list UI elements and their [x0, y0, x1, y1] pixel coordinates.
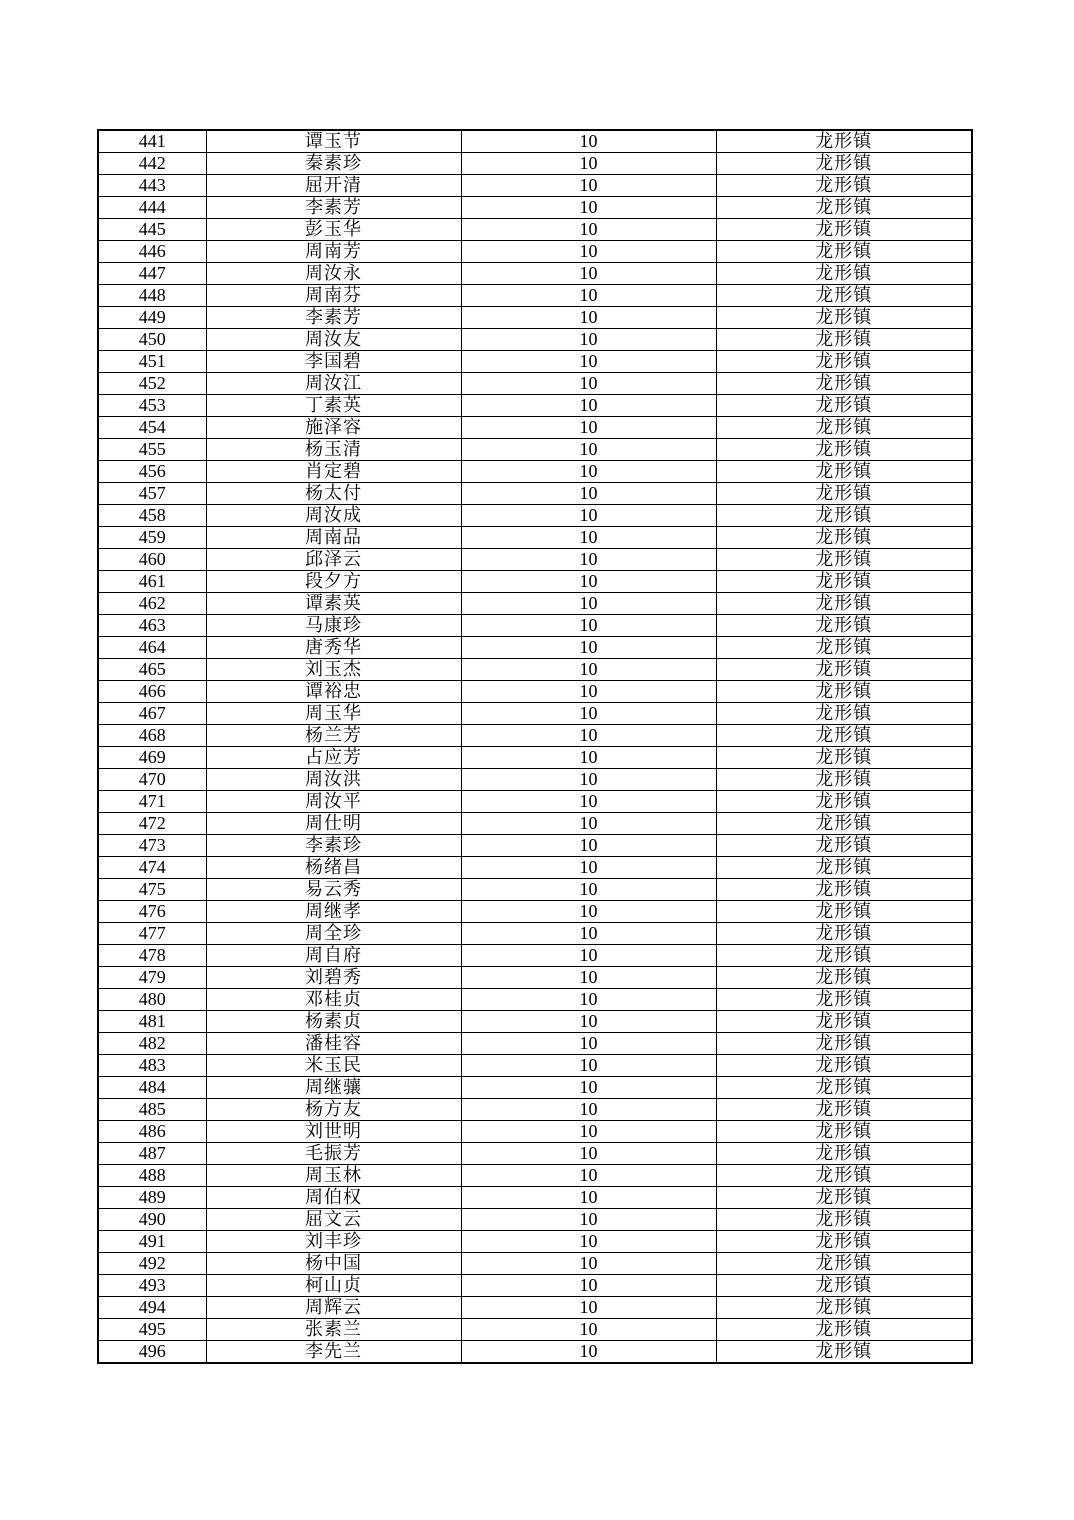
- town-cell: 龙形镇: [716, 1341, 972, 1364]
- name-cell: 杨素贞: [206, 1011, 461, 1033]
- amount-cell: 10: [461, 351, 716, 373]
- name-cell: 彭玉华: [206, 219, 461, 241]
- row-number-cell: 488: [98, 1165, 206, 1187]
- name-cell: 杨兰芳: [206, 725, 461, 747]
- amount-cell: 10: [461, 439, 716, 461]
- table-row: [98, 1209, 972, 1231]
- name-cell: 米玉民: [206, 1055, 461, 1077]
- town-cell: 龙形镇: [716, 549, 972, 571]
- name-cell: 毛振芳: [206, 1143, 461, 1165]
- town-cell: 龙形镇: [716, 527, 972, 549]
- table-row: [98, 725, 972, 747]
- table-row: [98, 813, 972, 835]
- table-row: [98, 439, 972, 461]
- row-number-cell: 490: [98, 1209, 206, 1231]
- table-row: [98, 219, 972, 241]
- amount-cell: 10: [461, 901, 716, 923]
- town-cell: 龙形镇: [716, 285, 972, 307]
- table-row: [98, 1077, 972, 1099]
- amount-cell: 10: [461, 549, 716, 571]
- amount-cell: 10: [461, 197, 716, 219]
- table-row: [98, 967, 972, 989]
- row-number-cell: 477: [98, 923, 206, 945]
- row-number-cell: 444: [98, 197, 206, 219]
- row-number-cell: 483: [98, 1055, 206, 1077]
- name-cell: 谭素英: [206, 593, 461, 615]
- row-number-cell: 450: [98, 329, 206, 351]
- amount-cell: 10: [461, 813, 716, 835]
- amount-cell: 10: [461, 285, 716, 307]
- row-number-cell: 459: [98, 527, 206, 549]
- table-row: [98, 285, 972, 307]
- table-row: [98, 263, 972, 285]
- amount-cell: 10: [461, 241, 716, 263]
- table-row: [98, 901, 972, 923]
- name-cell: 周辉云: [206, 1297, 461, 1319]
- row-number-cell: 466: [98, 681, 206, 703]
- town-cell: 龙形镇: [716, 659, 972, 681]
- town-cell: 龙形镇: [716, 945, 972, 967]
- table-row: [98, 747, 972, 769]
- table-row: [98, 1165, 972, 1187]
- town-cell: 龙形镇: [716, 373, 972, 395]
- amount-cell: 10: [461, 175, 716, 197]
- row-number-cell: 479: [98, 967, 206, 989]
- amount-cell: 10: [461, 1165, 716, 1187]
- amount-cell: 10: [461, 1297, 716, 1319]
- amount-cell: 10: [461, 725, 716, 747]
- table-row: [98, 1121, 972, 1143]
- row-number-cell: 471: [98, 791, 206, 813]
- amount-cell: 10: [461, 791, 716, 813]
- name-cell: 周南芳: [206, 241, 461, 263]
- town-cell: 龙形镇: [716, 901, 972, 923]
- town-cell: 龙形镇: [716, 1033, 972, 1055]
- row-number-cell: 457: [98, 483, 206, 505]
- town-cell: 龙形镇: [716, 1253, 972, 1275]
- row-number-cell: 489: [98, 1187, 206, 1209]
- amount-cell: 10: [461, 615, 716, 637]
- row-number-cell: 461: [98, 571, 206, 593]
- name-cell: 周汝友: [206, 329, 461, 351]
- town-cell: 龙形镇: [716, 1077, 972, 1099]
- amount-cell: 10: [461, 637, 716, 659]
- name-cell: 周汝洪: [206, 769, 461, 791]
- row-number-cell: 481: [98, 1011, 206, 1033]
- row-number-cell: 473: [98, 835, 206, 857]
- name-cell: 邱泽云: [206, 549, 461, 571]
- row-number-cell: 448: [98, 285, 206, 307]
- name-cell: 柯山贞: [206, 1275, 461, 1297]
- amount-cell: 10: [461, 879, 716, 901]
- name-cell: 周玉林: [206, 1165, 461, 1187]
- town-cell: 龙形镇: [716, 923, 972, 945]
- name-cell: 周汝平: [206, 791, 461, 813]
- town-cell: 龙形镇: [716, 879, 972, 901]
- amount-cell: 10: [461, 1275, 716, 1297]
- amount-cell: 10: [461, 747, 716, 769]
- amount-cell: 10: [461, 1143, 716, 1165]
- town-cell: 龙形镇: [716, 351, 972, 373]
- town-cell: 龙形镇: [716, 461, 972, 483]
- table-row: [98, 175, 972, 197]
- row-number-cell: 465: [98, 659, 206, 681]
- amount-cell: 10: [461, 835, 716, 857]
- town-cell: 龙形镇: [716, 153, 972, 175]
- row-number-cell: 468: [98, 725, 206, 747]
- town-cell: 龙形镇: [716, 813, 972, 835]
- row-number-cell: 486: [98, 1121, 206, 1143]
- table-row: [98, 659, 972, 681]
- name-cell: 占应芳: [206, 747, 461, 769]
- town-cell: 龙形镇: [716, 1297, 972, 1319]
- row-number-cell: 458: [98, 505, 206, 527]
- name-cell: 杨中国: [206, 1253, 461, 1275]
- amount-cell: 10: [461, 1187, 716, 1209]
- amount-cell: 10: [461, 483, 716, 505]
- town-cell: 龙形镇: [716, 593, 972, 615]
- town-cell: 龙形镇: [716, 1231, 972, 1253]
- name-cell: 周南品: [206, 527, 461, 549]
- amount-cell: 10: [461, 681, 716, 703]
- table-row: [98, 923, 972, 945]
- amount-cell: 10: [461, 395, 716, 417]
- name-cell: 谭玉节: [206, 130, 461, 153]
- name-cell: 李先兰: [206, 1341, 461, 1364]
- amount-cell: 10: [461, 373, 716, 395]
- amount-cell: 10: [461, 263, 716, 285]
- table-row: [98, 1319, 972, 1341]
- name-cell: 李素珍: [206, 835, 461, 857]
- amount-cell: 10: [461, 923, 716, 945]
- table-row: [98, 593, 972, 615]
- row-number-cell: 475: [98, 879, 206, 901]
- town-cell: 龙形镇: [716, 791, 972, 813]
- table-row: [98, 153, 972, 175]
- name-cell: 丁素英: [206, 395, 461, 417]
- amount-cell: 10: [461, 307, 716, 329]
- table-row: [98, 241, 972, 263]
- name-cell: 杨方友: [206, 1099, 461, 1121]
- table-row: [98, 549, 972, 571]
- name-cell: 周仕明: [206, 813, 461, 835]
- table-row: [98, 1231, 972, 1253]
- amount-cell: 10: [461, 1253, 716, 1275]
- table-row: [98, 571, 972, 593]
- row-number-cell: 496: [98, 1341, 206, 1364]
- town-cell: 龙形镇: [716, 439, 972, 461]
- row-number-cell: 487: [98, 1143, 206, 1165]
- name-cell: 周玉华: [206, 703, 461, 725]
- town-cell: 龙形镇: [716, 1143, 972, 1165]
- town-cell: 龙形镇: [716, 197, 972, 219]
- name-cell: 周汝成: [206, 505, 461, 527]
- row-number-cell: 476: [98, 901, 206, 923]
- roster-table-body: [98, 130, 972, 1363]
- row-number-cell: 478: [98, 945, 206, 967]
- amount-cell: 10: [461, 1011, 716, 1033]
- town-cell: 龙形镇: [716, 725, 972, 747]
- row-number-cell: 492: [98, 1253, 206, 1275]
- amount-cell: 10: [461, 153, 716, 175]
- name-cell: 易云秀: [206, 879, 461, 901]
- amount-cell: 10: [461, 967, 716, 989]
- town-cell: 龙形镇: [716, 835, 972, 857]
- amount-cell: 10: [461, 461, 716, 483]
- town-cell: 龙形镇: [716, 329, 972, 351]
- town-cell: 龙形镇: [716, 1121, 972, 1143]
- amount-cell: 10: [461, 769, 716, 791]
- amount-cell: 10: [461, 1077, 716, 1099]
- amount-cell: 10: [461, 703, 716, 725]
- table-row: [98, 637, 972, 659]
- town-cell: 龙形镇: [716, 1165, 972, 1187]
- table-row: [98, 505, 972, 527]
- name-cell: 李素芳: [206, 307, 461, 329]
- town-cell: 龙形镇: [716, 989, 972, 1011]
- amount-cell: 10: [461, 329, 716, 351]
- name-cell: 刘碧秀: [206, 967, 461, 989]
- row-number-cell: 447: [98, 263, 206, 285]
- table-row: [98, 1033, 972, 1055]
- row-number-cell: 451: [98, 351, 206, 373]
- row-number-cell: 467: [98, 703, 206, 725]
- amount-cell: 10: [461, 1341, 716, 1364]
- row-number-cell: 454: [98, 417, 206, 439]
- amount-cell: 10: [461, 527, 716, 549]
- row-number-cell: 484: [98, 1077, 206, 1099]
- table-row: [98, 989, 972, 1011]
- name-cell: 谭裕忠: [206, 681, 461, 703]
- row-number-cell: 472: [98, 813, 206, 835]
- town-cell: 龙形镇: [716, 1055, 972, 1077]
- table-row: [98, 373, 972, 395]
- town-cell: 龙形镇: [716, 307, 972, 329]
- town-cell: 龙形镇: [716, 417, 972, 439]
- town-cell: 龙形镇: [716, 1099, 972, 1121]
- table-row: [98, 417, 972, 439]
- amount-cell: 10: [461, 1209, 716, 1231]
- row-number-cell: 491: [98, 1231, 206, 1253]
- amount-cell: 10: [461, 945, 716, 967]
- table-row: [98, 1341, 972, 1364]
- town-cell: 龙形镇: [716, 637, 972, 659]
- row-number-cell: 493: [98, 1275, 206, 1297]
- name-cell: 秦素珍: [206, 153, 461, 175]
- name-cell: 施泽容: [206, 417, 461, 439]
- name-cell: 周全珍: [206, 923, 461, 945]
- name-cell: 马康珍: [206, 615, 461, 637]
- town-cell: 龙形镇: [716, 395, 972, 417]
- town-cell: 龙形镇: [716, 857, 972, 879]
- row-number-cell: 460: [98, 549, 206, 571]
- name-cell: 张素兰: [206, 1319, 461, 1341]
- name-cell: 周继骧: [206, 1077, 461, 1099]
- row-number-cell: 474: [98, 857, 206, 879]
- table-row: [98, 307, 972, 329]
- name-cell: 段夕方: [206, 571, 461, 593]
- table-row: [98, 1099, 972, 1121]
- name-cell: 周继孝: [206, 901, 461, 923]
- table-row: [98, 857, 972, 879]
- town-cell: 龙形镇: [716, 1187, 972, 1209]
- row-number-cell: 445: [98, 219, 206, 241]
- town-cell: 龙形镇: [716, 130, 972, 153]
- table-row: [98, 461, 972, 483]
- roster-table: [97, 129, 973, 1364]
- amount-cell: 10: [461, 571, 716, 593]
- row-number-cell: 441: [98, 130, 206, 153]
- name-cell: 唐秀华: [206, 637, 461, 659]
- name-cell: 周伯权: [206, 1187, 461, 1209]
- town-cell: 龙形镇: [716, 1319, 972, 1341]
- town-cell: 龙形镇: [716, 571, 972, 593]
- table-row: [98, 527, 972, 549]
- name-cell: 李素芳: [206, 197, 461, 219]
- table-row: [98, 791, 972, 813]
- amount-cell: 10: [461, 857, 716, 879]
- name-cell: 周汝永: [206, 263, 461, 285]
- name-cell: 杨玉清: [206, 439, 461, 461]
- town-cell: 龙形镇: [716, 1011, 972, 1033]
- row-number-cell: 463: [98, 615, 206, 637]
- row-number-cell: 446: [98, 241, 206, 263]
- table-row: [98, 1253, 972, 1275]
- table-row: [98, 681, 972, 703]
- row-number-cell: 455: [98, 439, 206, 461]
- row-number-cell: 495: [98, 1319, 206, 1341]
- name-cell: 刘世明: [206, 1121, 461, 1143]
- table-row: [98, 835, 972, 857]
- row-number-cell: 442: [98, 153, 206, 175]
- row-number-cell: 443: [98, 175, 206, 197]
- row-number-cell: 464: [98, 637, 206, 659]
- amount-cell: 10: [461, 130, 716, 153]
- table-row: [98, 351, 972, 373]
- name-cell: 周南芬: [206, 285, 461, 307]
- name-cell: 肖定碧: [206, 461, 461, 483]
- row-number-cell: 485: [98, 1099, 206, 1121]
- amount-cell: 10: [461, 593, 716, 615]
- amount-cell: 10: [461, 505, 716, 527]
- row-number-cell: 480: [98, 989, 206, 1011]
- amount-cell: 10: [461, 1055, 716, 1077]
- amount-cell: 10: [461, 1121, 716, 1143]
- name-cell: 屈开清: [206, 175, 461, 197]
- table-row: [98, 1275, 972, 1297]
- town-cell: 龙形镇: [716, 175, 972, 197]
- table-row: [98, 197, 972, 219]
- name-cell: 刘玉杰: [206, 659, 461, 681]
- town-cell: 龙形镇: [716, 769, 972, 791]
- row-number-cell: 469: [98, 747, 206, 769]
- town-cell: 龙形镇: [716, 1209, 972, 1231]
- name-cell: 杨太付: [206, 483, 461, 505]
- table-row: [98, 329, 972, 351]
- town-cell: 龙形镇: [716, 241, 972, 263]
- row-number-cell: 449: [98, 307, 206, 329]
- town-cell: 龙形镇: [716, 263, 972, 285]
- town-cell: 龙形镇: [716, 505, 972, 527]
- table-row: [98, 395, 972, 417]
- row-number-cell: 452: [98, 373, 206, 395]
- town-cell: 龙形镇: [716, 219, 972, 241]
- table-row: [98, 130, 972, 153]
- name-cell: 潘桂容: [206, 1033, 461, 1055]
- town-cell: 龙形镇: [716, 483, 972, 505]
- table-row: [98, 1055, 972, 1077]
- table-row: [98, 703, 972, 725]
- town-cell: 龙形镇: [716, 703, 972, 725]
- name-cell: 屈文云: [206, 1209, 461, 1231]
- amount-cell: 10: [461, 1099, 716, 1121]
- name-cell: 刘丰珍: [206, 1231, 461, 1253]
- table-row: [98, 1011, 972, 1033]
- amount-cell: 10: [461, 1033, 716, 1055]
- amount-cell: 10: [461, 219, 716, 241]
- row-number-cell: 494: [98, 1297, 206, 1319]
- amount-cell: 10: [461, 1319, 716, 1341]
- table-row: [98, 615, 972, 637]
- table-row: [98, 769, 972, 791]
- row-number-cell: 453: [98, 395, 206, 417]
- row-number-cell: 482: [98, 1033, 206, 1055]
- town-cell: 龙形镇: [716, 747, 972, 769]
- row-number-cell: 462: [98, 593, 206, 615]
- table-row: [98, 879, 972, 901]
- town-cell: 龙形镇: [716, 615, 972, 637]
- name-cell: 周汝江: [206, 373, 461, 395]
- table-row: [98, 945, 972, 967]
- town-cell: 龙形镇: [716, 967, 972, 989]
- name-cell: 李国碧: [206, 351, 461, 373]
- row-number-cell: 456: [98, 461, 206, 483]
- amount-cell: 10: [461, 659, 716, 681]
- town-cell: 龙形镇: [716, 681, 972, 703]
- name-cell: 杨绪昌: [206, 857, 461, 879]
- table-row: [98, 1187, 972, 1209]
- row-number-cell: 470: [98, 769, 206, 791]
- town-cell: 龙形镇: [716, 1275, 972, 1297]
- amount-cell: 10: [461, 1231, 716, 1253]
- table-row: [98, 1143, 972, 1165]
- name-cell: 周自府: [206, 945, 461, 967]
- table-row: [98, 483, 972, 505]
- name-cell: 邓桂贞: [206, 989, 461, 1011]
- amount-cell: 10: [461, 989, 716, 1011]
- amount-cell: 10: [461, 417, 716, 439]
- table-row: [98, 1297, 972, 1319]
